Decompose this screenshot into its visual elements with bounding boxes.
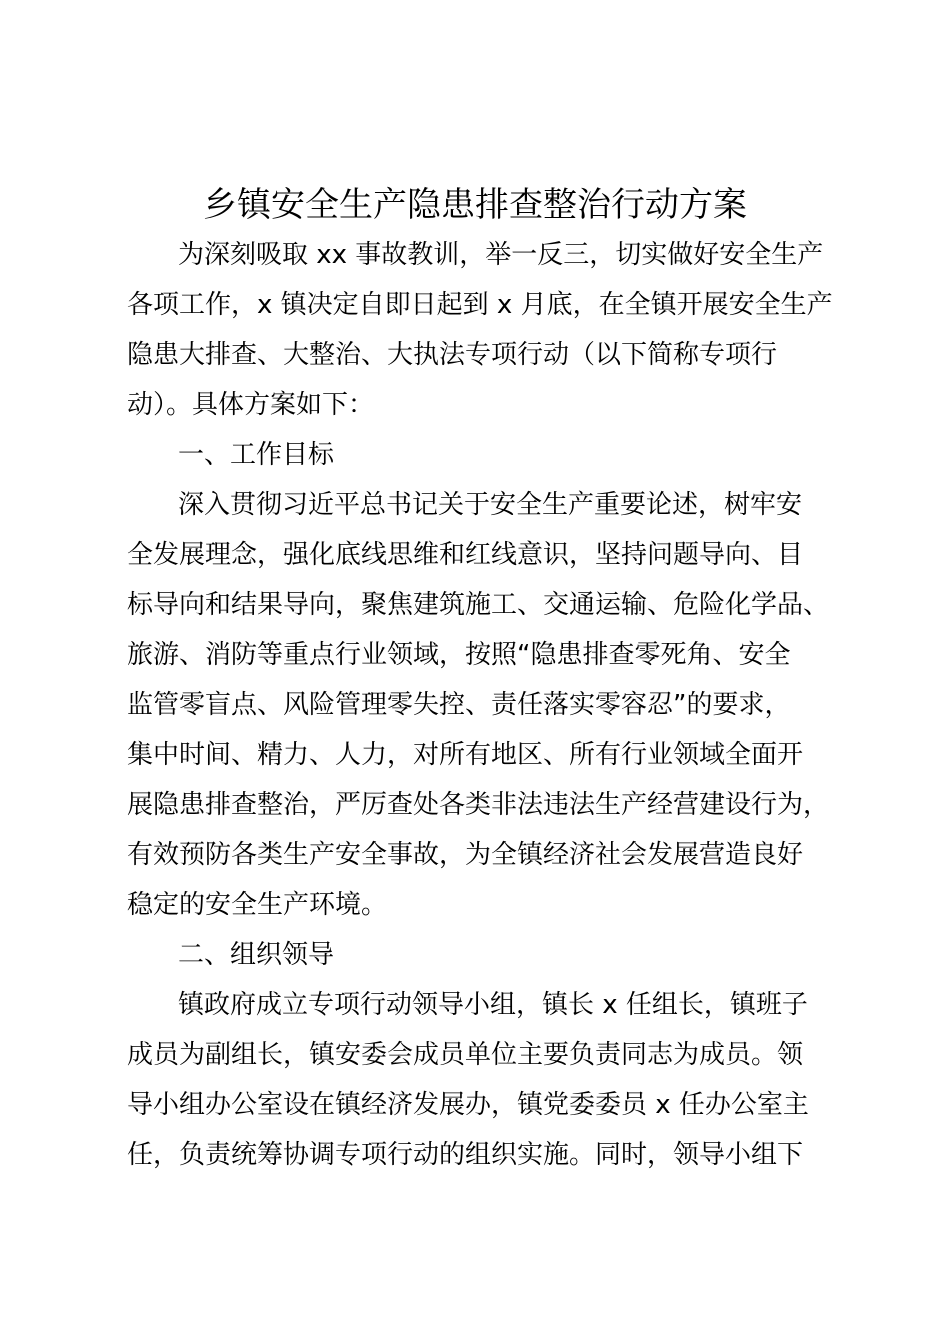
text-line: 全发展理念，强化底线思维和红线意识，坚持问题导向、目 [127, 540, 804, 570]
text-line: 各项工作，x 镇决定自即日起到 x 月底，在全镇开展安全生产 [127, 290, 833, 320]
section-heading: 二、组织领导 [178, 940, 335, 970]
text-line: 深入贯彻习近平总书记关于安全生产重要论述，树牢安 [178, 490, 803, 520]
text-line: 任，负责统筹协调专项行动的组织实施。同时，领导小组下 [127, 1140, 804, 1170]
section-heading: 一、工作目标 [178, 440, 335, 470]
text-line: 隐患大排查、大整治、大执法专项行动（以下简称专项行 [127, 340, 778, 370]
text-line: 有效预防各类生产安全事故，为全镇经济社会发展营造良好 [127, 840, 804, 870]
text-line: 成员为副组长，镇安委会成员单位主要负责同志为成员。领 [127, 1040, 804, 1070]
text-line: 稳定的安全生产环境。 [127, 890, 388, 920]
text-line: 镇政府成立专项行动领导小组，镇长 x 任组长，镇班子 [178, 990, 808, 1020]
text-line: 监管零盲点、风险管理零失控、责任落实零容忍”的要求， [127, 690, 791, 720]
document-title: 乡镇安全生产隐患排查整治行动方案 [203, 185, 747, 225]
text-line: 旅游、消防等重点行业领域，按照“隐患排查零死角、安全 [127, 640, 791, 670]
text-line: 标导向和结果导向，聚焦建筑施工、交通运输、危险化学品、 [127, 590, 830, 620]
text-line: 集中时间、精力、人力，对所有地区、所有行业领域全面开 [127, 740, 804, 770]
text-line: 为深刻吸取 xx 事故教训，举一反三，切实做好安全生产 [178, 240, 824, 270]
text-line: 动）。具体方案如下： [127, 390, 375, 420]
text-line: 展隐患排查整治，严厉查处各类非法违法生产经营建设行为， [127, 790, 830, 820]
text-line: 导小组办公室设在镇经济发展办，镇党委委员 x 任办公室主 [127, 1090, 809, 1120]
